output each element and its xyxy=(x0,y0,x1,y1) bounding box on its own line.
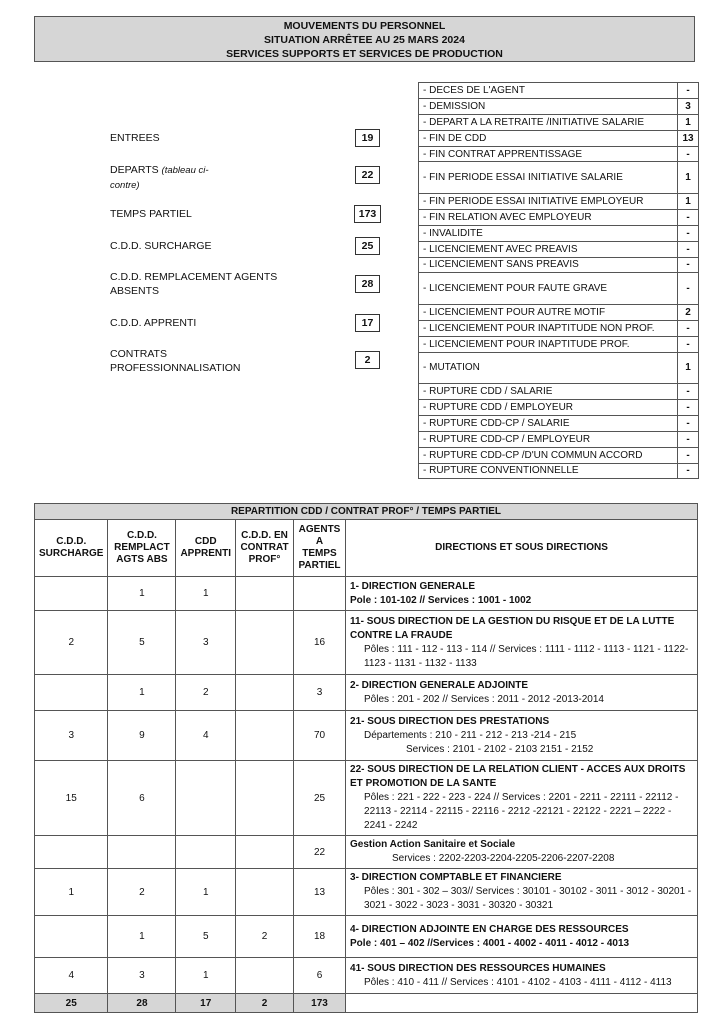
total-remplact: 28 xyxy=(108,994,176,1013)
reason-value: 1 xyxy=(678,352,699,384)
total-apprenti: 17 xyxy=(176,994,236,1013)
direction-title: 1- DIRECTION GENERALE xyxy=(350,580,476,592)
reason-value: - xyxy=(678,209,699,225)
reason-label: - MUTATION xyxy=(419,352,678,384)
cell-partiel: 70 xyxy=(294,711,346,761)
cell-surcharge xyxy=(35,675,108,711)
cell-partiel: 6 xyxy=(294,958,346,994)
reason-value: - xyxy=(678,415,699,431)
reason-row xyxy=(419,431,699,447)
direction-detail: Pôles : 111 - 112 - 113 - 114 // Services : 1111 - 1112 - 1113 - 1121 - 1122-1123 - 1131 - 1132 - 1133 xyxy=(364,643,689,669)
cell-surcharge: 2 xyxy=(35,611,108,675)
cell-remplact: 3 xyxy=(108,958,176,994)
reason-row xyxy=(419,83,699,99)
reason-row xyxy=(419,352,699,384)
reason-label: - FIN RELATION AVEC EMPLOYEUR xyxy=(419,209,678,225)
cell-surcharge xyxy=(35,836,108,869)
reason-label: - FIN CONTRAT APPRENTISSAGE xyxy=(419,146,678,162)
cell-remplact: 1 xyxy=(108,916,176,958)
summary-value-departs: 22 xyxy=(355,166,380,184)
reason-label: - FIN PERIODE ESSAI INITIATIVE SALARIE xyxy=(419,162,678,194)
reason-label: - LICENCIEMENT AVEC PREAVIS xyxy=(419,241,678,257)
total-contrat: 2 xyxy=(236,994,294,1013)
direction-detail: Pôles : 221 - 222 - 223 - 224 // Services : 2201 - 2211 - 22111 - 22112 - 22113 - 22114 - 22115 - 22116 - 2212 -22121 - 22122 - 2221 – 2222 - 2241 - 2242 xyxy=(364,792,679,831)
direction-title: 11- SOUS DIRECTION DE LA GESTION DU RISQUE ET DE LA LUTTE CONTRE LA FRAUDE xyxy=(350,615,675,641)
reason-label: - LICENCIEMENT POUR FAUTE GRAVE xyxy=(419,273,678,305)
cell-apprenti: 2 xyxy=(176,675,236,711)
summary-label-contrats-pro: CONTRATS PROFESSIONNALISATION xyxy=(110,348,241,374)
cell-partiel: 25 xyxy=(294,761,346,836)
cell-contrat xyxy=(236,577,294,611)
table-row xyxy=(35,711,698,761)
reason-label: - DECES DE L'AGENT xyxy=(419,83,678,99)
reason-row xyxy=(419,241,699,257)
header-date: SITUATION ARRÊTEE AU 25 MARS 2024 xyxy=(264,34,465,46)
reason-row xyxy=(419,447,699,463)
cell-apprenti xyxy=(176,836,236,869)
summary-value-cdd-remplacement: 28 xyxy=(355,275,380,293)
direction-title: Gestion Action Sanitaire et Sociale xyxy=(350,839,516,850)
cell-apprenti: 1 xyxy=(176,577,236,611)
header-subtitle: SERVICES SUPPORTS ET SERVICES DE PRODUCTION xyxy=(226,48,503,60)
cell-direction xyxy=(346,577,698,611)
cell-direction xyxy=(346,836,698,869)
header-title: MOUVEMENTS DU PERSONNEL xyxy=(283,20,446,32)
cell-remplact xyxy=(108,836,176,869)
reason-label: - LICENCIEMENT POUR INAPTITUDE NON PROF. xyxy=(419,320,678,336)
table-row xyxy=(35,869,698,916)
cell-direction xyxy=(346,916,698,958)
cell-surcharge: 15 xyxy=(35,761,108,836)
reason-value: 2 xyxy=(678,304,699,320)
reason-value: - xyxy=(678,225,699,241)
table-row xyxy=(35,761,698,836)
cell-direction xyxy=(346,761,698,836)
reason-value: 1 xyxy=(678,162,699,194)
cell-remplact: 5 xyxy=(108,611,176,675)
direction-title: 22- SOUS DIRECTION DE LA RELATION CLIENT - ACCES AUX DROITS ET PROMOTION DE LA SANTE xyxy=(350,764,686,789)
cell-direction xyxy=(346,869,698,916)
cell-contrat xyxy=(236,958,294,994)
reason-label: - RUPTURE CDD-CP / EMPLOYEUR xyxy=(419,431,678,447)
reason-value: - xyxy=(678,320,699,336)
departure-reasons-table xyxy=(418,82,699,479)
repartition-table xyxy=(34,503,698,1013)
summary-label-cdd-apprenti: C.D.D. APPRENTI xyxy=(110,317,197,329)
reason-label: - RUPTURE CDD-CP /D'UN COMMUN ACCORD xyxy=(419,447,678,463)
cell-surcharge: 3 xyxy=(35,711,108,761)
reason-row xyxy=(419,193,699,209)
cell-partiel: 22 xyxy=(294,836,346,869)
table-row xyxy=(35,577,698,611)
direction-detail: Services : 2101 - 2102 - 2103 2151 - 2152 xyxy=(406,743,594,755)
reason-value: - xyxy=(678,336,699,352)
cell-partiel: 16 xyxy=(294,611,346,675)
reason-row xyxy=(419,146,699,162)
reason-row xyxy=(419,162,699,194)
cell-direction xyxy=(346,611,698,675)
cell-partiel: 13 xyxy=(294,869,346,916)
column-header: C.D.D. EN CONTRAT PROF° xyxy=(236,520,294,577)
cell-contrat xyxy=(236,675,294,711)
reason-value: - xyxy=(678,273,699,305)
reason-label: - RUPTURE CDD / EMPLOYEUR xyxy=(419,399,678,415)
cell-contrat xyxy=(236,836,294,869)
reason-label: - DEMISSION xyxy=(419,98,678,114)
cell-contrat xyxy=(236,711,294,761)
cell-apprenti: 3 xyxy=(176,611,236,675)
cell-apprenti xyxy=(176,761,236,836)
direction-detail: Pole : 401 – 402 //Services : 4001 - 4002 - 4011 - 4012 - 4013 xyxy=(350,937,630,949)
cell-remplact: 2 xyxy=(108,869,176,916)
reason-row xyxy=(419,130,699,146)
direction-detail: Services : 2202-2203-2204-2205-2206-2207-2208 xyxy=(392,853,615,864)
summary-value-entrees: 19 xyxy=(355,129,380,147)
repartition-header-row xyxy=(35,520,698,577)
direction-detail: Pôles : 301 - 302 – 303// Services : 30101 - 30102 - 3011 - 3012 - 30201 - 3021 - 3022 - 3023 - 3031 - 30320 - 30321 xyxy=(364,886,692,911)
reason-row xyxy=(419,399,699,415)
column-header: DIRECTIONS ET SOUS DIRECTIONS xyxy=(346,520,698,577)
reason-label: - RUPTURE CONVENTIONNELLE xyxy=(419,463,678,479)
reason-label: - LICENCIEMENT POUR INAPTITUDE PROF. xyxy=(419,336,678,352)
reason-row xyxy=(419,98,699,114)
totals-row xyxy=(35,994,698,1013)
total-surcharge: 25 xyxy=(35,994,108,1013)
reason-value: 13 xyxy=(678,130,699,146)
summary-note-departs: (tableau ci-contre) xyxy=(110,165,209,191)
cell-remplact: 1 xyxy=(108,675,176,711)
direction-detail: Pôles : 410 - 411 // Services : 4101 - 4102 - 4103 - 4111 - 4112 - 4113 xyxy=(364,976,672,988)
reason-value: 1 xyxy=(678,193,699,209)
direction-title: 41- SOUS DIRECTION DES RESSOURCES HUMAINES xyxy=(350,962,606,974)
cell-contrat xyxy=(236,761,294,836)
cell-direction xyxy=(346,711,698,761)
direction-title: 4- DIRECTION ADJOINTE EN CHARGE DES RESSOURCES xyxy=(350,923,629,935)
reason-row xyxy=(419,415,699,431)
direction-title: 21- SOUS DIRECTION DES PRESTATIONS xyxy=(350,715,550,727)
reason-value: - xyxy=(678,447,699,463)
cell-apprenti: 4 xyxy=(176,711,236,761)
direction-title: 2- DIRECTION GENERALE ADJOINTE xyxy=(350,679,528,691)
reason-row xyxy=(419,304,699,320)
reason-row xyxy=(419,336,699,352)
summary-value-temps-partiel: 173 xyxy=(354,205,381,223)
reason-label: - INVALIDITE xyxy=(419,225,678,241)
reason-value: - xyxy=(678,241,699,257)
direction-detail: Départements : 210 - 211 - 212 - 213 -214 - 215 xyxy=(364,729,577,741)
summary-label-cdd-surcharge: C.D.D. SURCHARGE xyxy=(110,240,212,252)
cell-direction xyxy=(346,675,698,711)
cell-remplact: 1 xyxy=(108,577,176,611)
total-empty xyxy=(346,994,698,1013)
table-row xyxy=(35,958,698,994)
reason-value: 1 xyxy=(678,114,699,130)
table-row xyxy=(35,836,698,869)
column-header: C.D.D. SURCHARGE xyxy=(35,520,108,577)
repartition-title-row xyxy=(35,504,698,520)
table-row xyxy=(35,675,698,711)
summary-label-cdd-remplacement: C.D.D. REMPLACEMENT AGENTS ABSENTS xyxy=(110,271,278,297)
column-header: AGENTS A TEMPS PARTIEL xyxy=(294,520,346,577)
cell-direction xyxy=(346,958,698,994)
cell-contrat: 2 xyxy=(236,916,294,958)
cell-surcharge xyxy=(35,916,108,958)
reason-row xyxy=(419,114,699,130)
reason-value: - xyxy=(678,384,699,400)
reason-value: - xyxy=(678,83,699,99)
summary-value-cdd-apprenti: 17 xyxy=(355,314,380,332)
page-header xyxy=(34,16,695,62)
reason-label: - DEPART A LA RETRAITE /INITIATIVE SALARIE xyxy=(419,114,678,130)
column-header: CDD APPRENTI xyxy=(176,520,236,577)
cell-surcharge: 4 xyxy=(35,958,108,994)
direction-detail: Pôles : 201 - 202 // Services : 2011 - 2012 -2013-2014 xyxy=(364,693,604,705)
reason-row xyxy=(419,384,699,400)
reason-value: - xyxy=(678,431,699,447)
reason-row xyxy=(419,209,699,225)
cell-partiel xyxy=(294,577,346,611)
cell-surcharge xyxy=(35,577,108,611)
reason-row xyxy=(419,320,699,336)
cell-remplact: 6 xyxy=(108,761,176,836)
column-header: C.D.D. REMPLACT AGTS ABS xyxy=(108,520,176,577)
direction-title: 3- DIRECTION COMPTABLE ET FINANCIERE xyxy=(350,872,562,883)
summary-label-departs: DEPARTS (tableau ci-contre) xyxy=(110,164,209,191)
cell-contrat xyxy=(236,869,294,916)
reason-label: - RUPTURE CDD / SALARIE xyxy=(419,384,678,400)
reason-label: - FIN DE CDD xyxy=(419,130,678,146)
reason-label: - LICENCIEMENT SANS PREAVIS xyxy=(419,257,678,273)
cell-surcharge: 1 xyxy=(35,869,108,916)
cell-partiel: 18 xyxy=(294,916,346,958)
table-row xyxy=(35,611,698,675)
reason-value: - xyxy=(678,463,699,479)
summary-label-temps-partiel: TEMPS PARTIEL xyxy=(110,208,192,220)
reason-row xyxy=(419,463,699,479)
summary-value-cdd-surcharge: 25 xyxy=(355,237,380,255)
cell-remplact: 9 xyxy=(108,711,176,761)
reason-value: - xyxy=(678,146,699,162)
reason-label: - LICENCIEMENT POUR AUTRE MOTIF xyxy=(419,304,678,320)
reason-value: 3 xyxy=(678,98,699,114)
reason-value: - xyxy=(678,399,699,415)
cell-contrat xyxy=(236,611,294,675)
cell-apprenti: 5 xyxy=(176,916,236,958)
summary-value-contrats-pro: 2 xyxy=(355,351,380,369)
cell-apprenti: 1 xyxy=(176,958,236,994)
table-row xyxy=(35,916,698,958)
reason-label: - RUPTURE CDD-CP / SALARIE xyxy=(419,415,678,431)
direction-detail: Pole : 101-102 // Services : 1001 - 1002 xyxy=(350,594,532,606)
total-partiel: 173 xyxy=(294,994,346,1013)
cell-apprenti: 1 xyxy=(176,869,236,916)
reason-value: - xyxy=(678,257,699,273)
reason-row xyxy=(419,257,699,273)
summary-label-entrees: ENTREES xyxy=(110,132,160,144)
reason-row xyxy=(419,225,699,241)
reason-row xyxy=(419,273,699,305)
reason-label: - FIN PERIODE ESSAI INITIATIVE EMPLOYEUR xyxy=(419,193,678,209)
cell-partiel: 3 xyxy=(294,675,346,711)
repartition-title: REPARTITION CDD / CONTRAT PROF° / TEMPS PARTIEL xyxy=(35,504,698,520)
